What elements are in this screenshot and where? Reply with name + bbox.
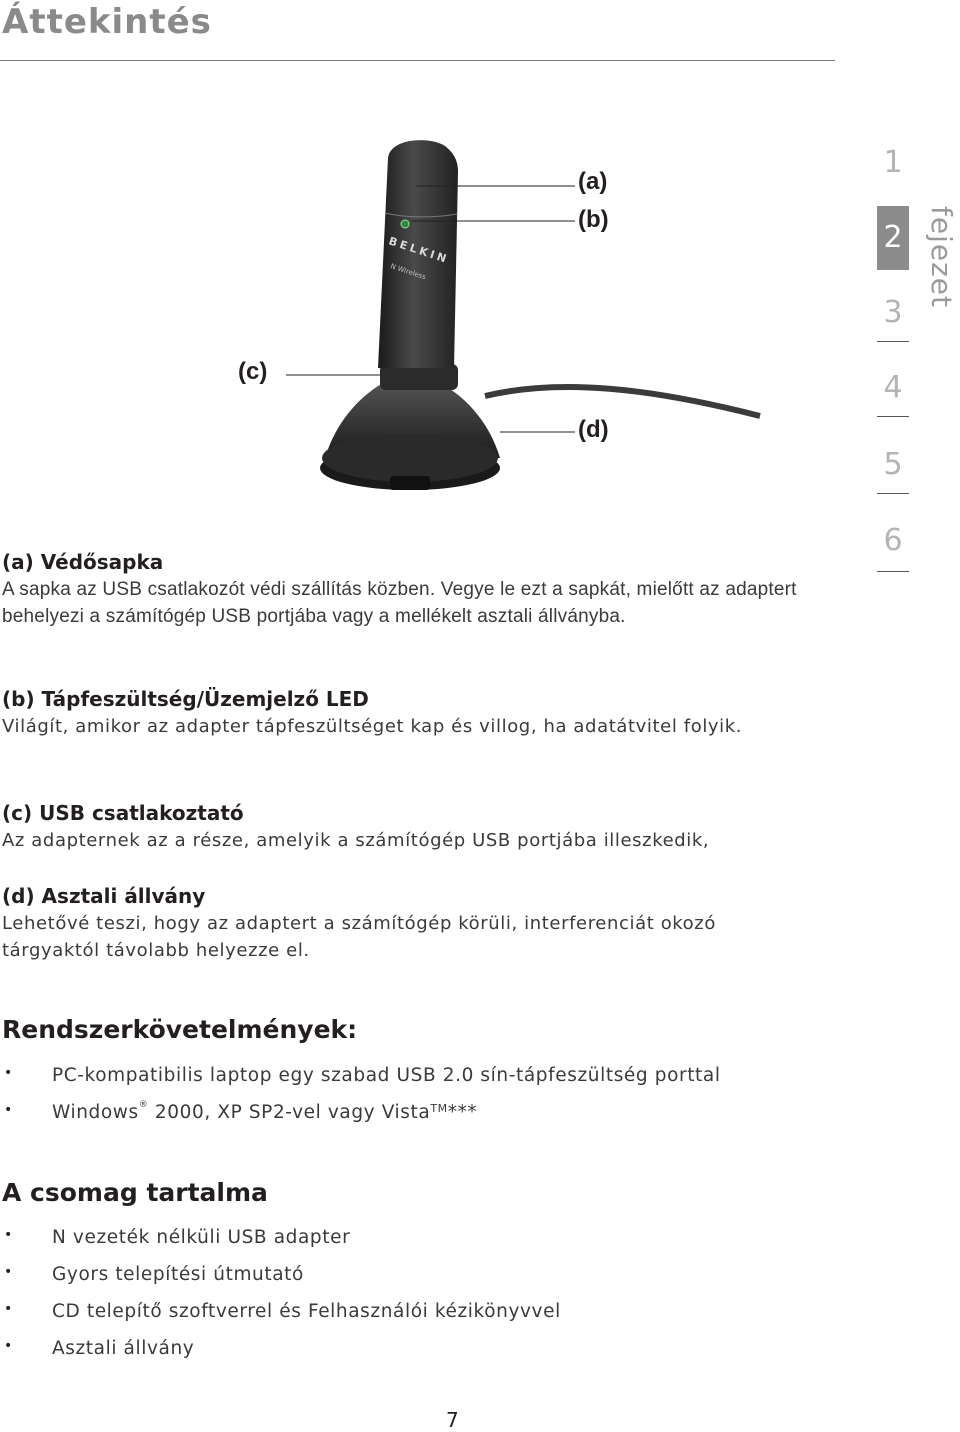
trademark-mark: TM <box>430 1102 448 1115</box>
product-figure <box>230 128 790 508</box>
chapter-4[interactable]: 4 <box>883 370 903 405</box>
part-a-heading: (a) Védősapka <box>2 550 164 574</box>
requirements-heading: Rendszerkövetelmények: <box>2 1015 358 1044</box>
package-list <box>2 1227 862 1375</box>
chapter-5[interactable]: 5 <box>883 447 903 482</box>
part-c <box>2 801 802 854</box>
part-b-heading: (b) Tápfeszültség/Üzemjelző LED <box>2 687 369 711</box>
stand-base-rim <box>322 434 498 482</box>
page-title: Áttekintés <box>2 2 212 42</box>
chapter-3[interactable]: 3 <box>883 295 903 330</box>
list-item: • Asztali állvány <box>2 1338 862 1375</box>
list-item: • CD telepítő szoftverrel és Felhasználói kézikönyvvel <box>2 1301 862 1338</box>
chapter-divider <box>877 341 909 342</box>
chapter-2-active[interactable]: 2 <box>877 206 909 270</box>
stand-foot <box>390 476 430 490</box>
chapter-1[interactable]: 1 <box>883 145 903 180</box>
list-item: • Gyors telepítési útmutató <box>2 1264 862 1301</box>
callout-c: (c) <box>238 358 268 385</box>
list-item-text: 2000, XP SP2-vel vagy Vista <box>148 1102 431 1123</box>
part-d-text: Lehetővé teszi, hogy az adaptert a számítógép körüli, interferenciát okozó tárgyaktól távolabb helyezze el. <box>2 913 716 961</box>
part-d <box>2 884 802 964</box>
list-item-text: *** <box>447 1102 478 1123</box>
callout-a: (a) <box>578 168 608 195</box>
list-item <box>2 1102 862 1139</box>
list-item <box>2 1065 862 1102</box>
model-label: N Wireless <box>389 262 427 282</box>
callout-d: (d) <box>578 416 609 443</box>
part-b <box>2 687 782 740</box>
title-divider <box>0 60 835 61</box>
list-item-text: Windows <box>52 1102 139 1123</box>
part-d-heading: (d) Asztali állvány <box>2 884 206 908</box>
chapter-divider <box>877 493 909 494</box>
list-item: • N vezeték nélküli USB adapter <box>2 1227 862 1264</box>
part-c-text: Az adapternek az a része, amelyik a számítógép USB portjába illeszkedik, <box>2 830 710 851</box>
chapter-divider <box>877 571 909 572</box>
requirements-list <box>2 1065 862 1139</box>
part-c-heading: (c) USB csatlakoztató <box>2 801 244 825</box>
part-b-text: Világít, amikor az adapter tápfeszültséget kap és villog, ha adatátvitel folyik. <box>2 716 743 737</box>
led-icon <box>401 220 409 228</box>
chapter-label: fejezet <box>925 206 958 308</box>
callout-b: (b) <box>578 206 609 233</box>
chapter-6[interactable]: 6 <box>883 523 903 558</box>
cable <box>485 387 760 416</box>
registered-mark: ® <box>138 1100 149 1110</box>
part-a <box>2 550 802 630</box>
package-heading: A csomag tartalma <box>2 1178 268 1207</box>
usb-adapter-illustration <box>230 128 790 508</box>
brand-label: BELKIN <box>387 234 451 267</box>
chapter-divider <box>877 416 909 417</box>
list-item-text: PC-kompatibilis laptop egy szabad USB 2.0 sín-tápfeszültség porttal <box>52 1065 721 1086</box>
page-number: 7 <box>446 1408 459 1432</box>
part-a-text: A sapka az USB csatlakozót védi szállítás közben. Vegye le ezt a sapkát, mielőtt az adaptert behelyezi a számítógép USB portjába vagy a mellékelt asztali állványba. <box>2 579 797 627</box>
